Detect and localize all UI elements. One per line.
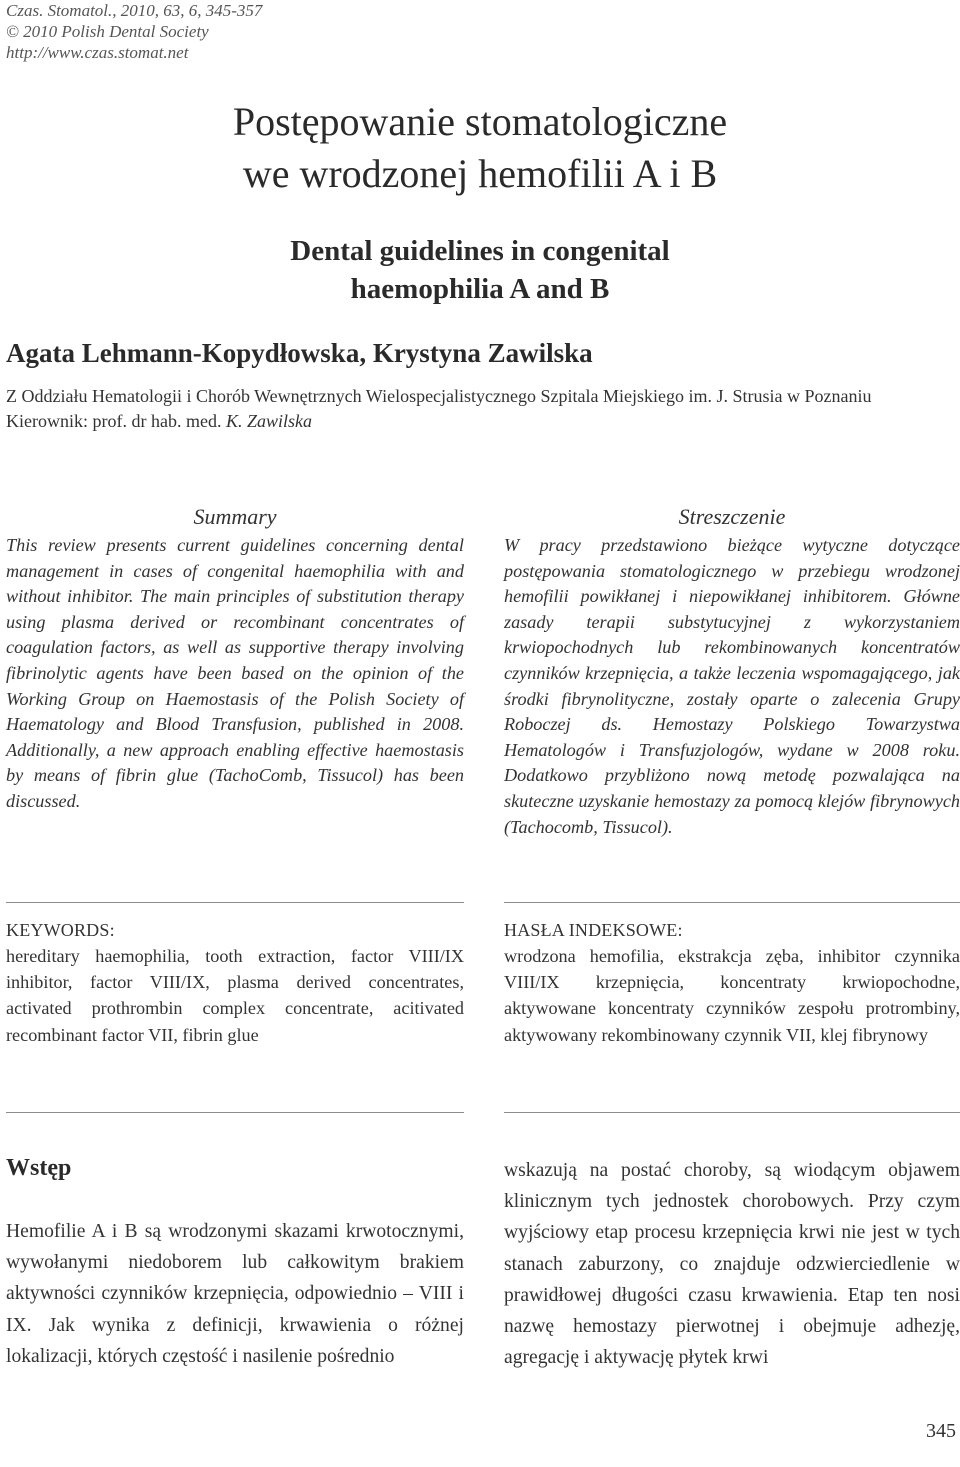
streszczenie-heading: Streszczenie	[678, 504, 786, 529]
streszczenie-text: W pracy przedstawiono bieżące wytyczne dotyczące postępowania stomatologicznego w przebiegu wrodzonej hemofilii powikłanej i niepowikłanej inhibitorem. Główne zasady terapii substytucyjnej z wykorzystaniem krwiopochodnych lub rekombinowanych koncentratów czynników krzepnięcia, a także leczenia wspomagającego, jak środki fibrynolityczne, zostały oparte o zalecenia Grupy Roboczej ds. Hemostazy Polskiego Towarzystwa Hematologów i Transfuzjologów, wydane w 2008 roku. Dodatkowo przybliżono nową metodę pozwalająca na skuteczne uzyskanie hemostazy za pomocą klejów fibrynowych (Tachocomb, Tissucol).	[504, 535, 960, 837]
title-en-line-1: Dental guidelines in congenital	[290, 235, 670, 267]
society-copyright: © 2010 Polish Dental Society	[6, 22, 209, 41]
keywords-top-rule	[6, 902, 464, 903]
summary-text: This review presents current guidelines concerning dental management in cases of congenital haemophilia with and without inhibitor. The main principles of substitution therapy using plasma derived or recombinant concentrates of coagulation factors, as well as supportive therapy involving fibrinolytic agents have been based on the opinion of the Working Group on Haemostasis of the Polish Society of Haematology and Blood Transfusion, published in 2008. Additionally, a new approach enabling effective haemostasis by means of fibrin glue (TachoComb, Tissucol) has been discussed.	[6, 535, 464, 811]
authors: Agata Lehmann-Kopydłowska, Krystyna Zawilska	[6, 338, 593, 368]
summary-heading: Summary	[193, 504, 277, 529]
title-en-line-2: haemophilia A and B	[350, 273, 610, 305]
title-pl-line-1: Postępowanie stomatologiczne	[232, 99, 728, 144]
page-number: 345	[926, 1420, 956, 1442]
hasla-text: wrodzona hemofilia, ekstrakcja zęba, inhibitor czynnika VIII/IX krzepnięcia, koncentraty krwiopochodne, aktywowane koncentraty czynników zespołu protrombiny, aktywowany rekombinowany czynnik VII, klej fibrynowy	[504, 946, 960, 1045]
hasla-section	[504, 918, 960, 1048]
affiliation-head	[6, 409, 956, 434]
streszczenie-section	[504, 503, 960, 840]
affiliation-head-name: K. Zawilska	[225, 411, 312, 431]
summary-section	[6, 503, 464, 815]
article-title-polish	[0, 96, 960, 200]
keywords-heading: KEYWORDS:	[6, 920, 115, 940]
journal-header	[6, 0, 262, 63]
hasla-top-rule	[504, 902, 960, 903]
intro-heading: Wstęp	[6, 1155, 72, 1181]
keywords-bottom-rule	[6, 1112, 464, 1113]
keywords-text: hereditary haemophilia, tooth extraction, factor VIII/IX inhibitor, factor VIII/IX, plasma derived concentrates, activated prothrombin complex concentrate, acitivated recombinant factor VII, fibrin glue	[6, 946, 464, 1045]
hasla-bottom-rule	[504, 1112, 960, 1113]
intro-left-column	[6, 1152, 464, 1372]
hasla-heading: HASŁA INDEKSOWE:	[504, 920, 683, 940]
affiliation-head-label: Kierownik: prof. dr hab. med.	[6, 411, 222, 431]
affiliation	[6, 384, 956, 434]
affiliation-institution: Z Oddziału Hematologii i Chorób Wewnętrznych Wielospecjalistycznego Szpitala Miejskiego im. J. Strusia w Poznaniu	[6, 386, 872, 406]
intro-right-column	[504, 1155, 960, 1373]
keywords-section	[6, 918, 464, 1048]
journal-url: http://www.czas.stomat.net	[6, 43, 189, 62]
article-title-english	[0, 232, 960, 308]
intro-right-text: wskazują na postać choroby, są wiodącym objawem klinicznym tych jednostek chorobowych. Przy czym wyjściowy etap procesu krzepnięcia krwi nie jest w tych stanach zaburzony, co znajduje odzwierciedlenie w prawidłowej długości czasu krwawienia. Etap ten nosi nazwę hemostazy pierwotnej i obejmuje adhezję, agregację i aktywację płytek krwi	[504, 1160, 960, 1369]
title-pl-line-2: we wrodzonej hemofilii A i B	[242, 151, 718, 196]
intro-left-text: Hemofilie A i B są wrodzonymi skazami krwotocznymi, wywołanymi niedoborem lub całkowitym brakiem aktywności czynników krzepnięcia, odpowiednio – VIII i IX. Jak wynika z definicji, krwawienia o różnej lokalizacji, których częstość i nasilenie pośrednio	[6, 1221, 464, 1367]
journal-citation: Czas. Stomatol., 2010, 63, 6, 345-357	[6, 1, 263, 20]
